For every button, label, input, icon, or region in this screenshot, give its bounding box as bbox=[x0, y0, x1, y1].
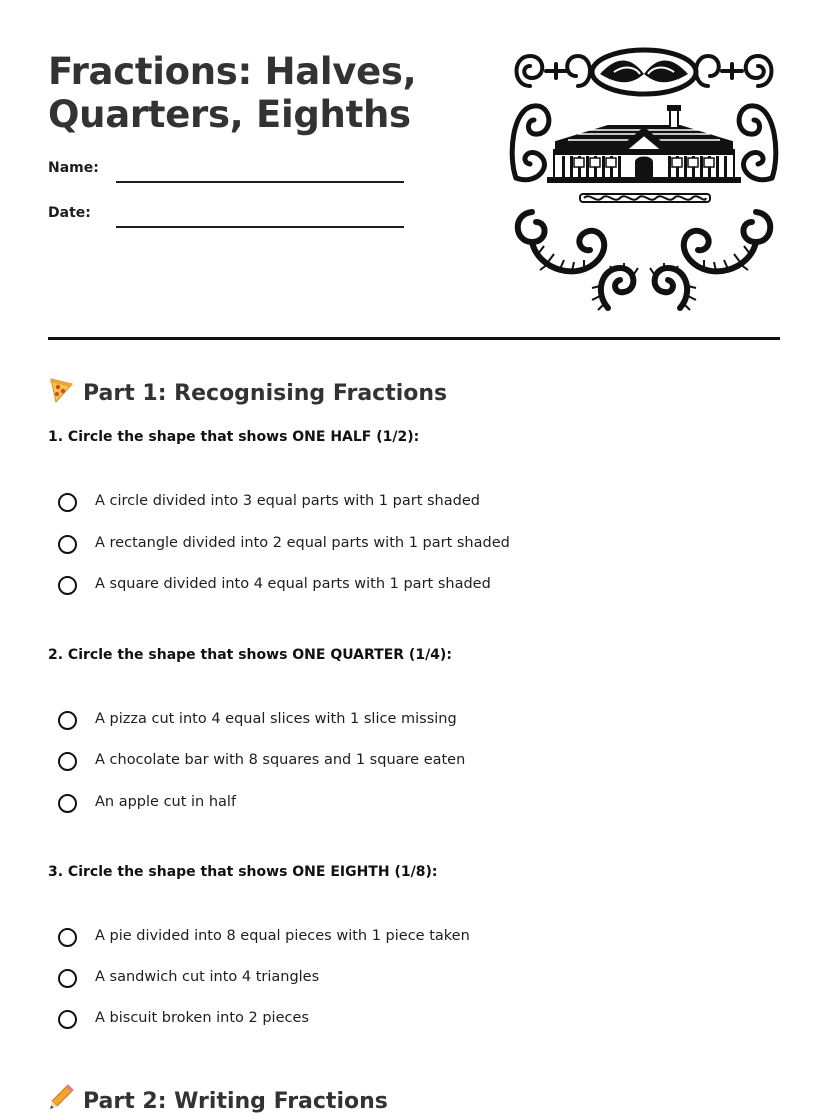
part2-heading-text: Part 2: Writing Fractions bbox=[83, 1089, 388, 1114]
radio-button[interactable] bbox=[58, 711, 77, 730]
radio-button[interactable] bbox=[58, 1010, 77, 1029]
option-label: A chocolate bar with 8 squares and 1 square eaten bbox=[95, 752, 466, 768]
radio-button[interactable] bbox=[58, 928, 77, 947]
section-divider bbox=[48, 337, 780, 340]
option-label: A pie divided into 8 equal pieces with 1 piece taken bbox=[95, 928, 470, 944]
radio-button[interactable] bbox=[58, 794, 77, 813]
worksheet-title: Fractions: Halves, Quarters, Eighths bbox=[48, 50, 417, 136]
heritage-building-illustration bbox=[508, 46, 780, 316]
part1-heading bbox=[48, 375, 447, 409]
radio-button[interactable] bbox=[58, 493, 77, 512]
q3-option-b[interactable] bbox=[58, 968, 658, 992]
q2-option-a[interactable] bbox=[58, 710, 658, 734]
q3-option-a[interactable] bbox=[58, 927, 658, 951]
date-write-line[interactable] bbox=[116, 226, 404, 228]
name-label: Name: bbox=[48, 160, 99, 176]
part2-heading bbox=[48, 1083, 388, 1117]
q2-option-b[interactable] bbox=[58, 751, 658, 775]
pizza-icon bbox=[48, 375, 78, 409]
question-3: 3. Circle the shape that shows ONE EIGHTH (1/8): bbox=[48, 864, 438, 880]
q1-option-b[interactable] bbox=[58, 534, 658, 558]
date-label: Date: bbox=[48, 205, 91, 221]
q1-option-a[interactable] bbox=[58, 492, 658, 516]
question-1: 1. Circle the shape that shows ONE HALF (1/2): bbox=[48, 429, 420, 445]
option-label: A circle divided into 3 equal parts with 1 part shaded bbox=[95, 493, 480, 509]
radio-button[interactable] bbox=[58, 576, 77, 595]
q3-option-c[interactable] bbox=[58, 1009, 658, 1033]
name-write-line[interactable] bbox=[116, 181, 404, 183]
option-label: A sandwich cut into 4 triangles bbox=[95, 969, 320, 985]
option-label: A biscuit broken into 2 pieces bbox=[95, 1010, 309, 1026]
radio-button[interactable] bbox=[58, 752, 77, 771]
question-2: 2. Circle the shape that shows ONE QUARTER (1/4): bbox=[48, 647, 452, 663]
option-label: An apple cut in half bbox=[95, 794, 237, 810]
name-field bbox=[48, 160, 408, 190]
option-label: A square divided into 4 equal parts with 1 part shaded bbox=[95, 576, 491, 592]
radio-button[interactable] bbox=[58, 969, 77, 988]
q2-option-c[interactable] bbox=[58, 793, 658, 817]
pencil-icon bbox=[48, 1083, 78, 1117]
q1-option-c[interactable] bbox=[58, 575, 658, 599]
option-label: A rectangle divided into 2 equal parts with 1 part shaded bbox=[95, 535, 510, 551]
radio-button[interactable] bbox=[58, 535, 77, 554]
option-label: A pizza cut into 4 equal slices with 1 slice missing bbox=[95, 711, 457, 727]
date-field bbox=[48, 205, 408, 235]
part1-heading-text: Part 1: Recognising Fractions bbox=[83, 381, 448, 406]
